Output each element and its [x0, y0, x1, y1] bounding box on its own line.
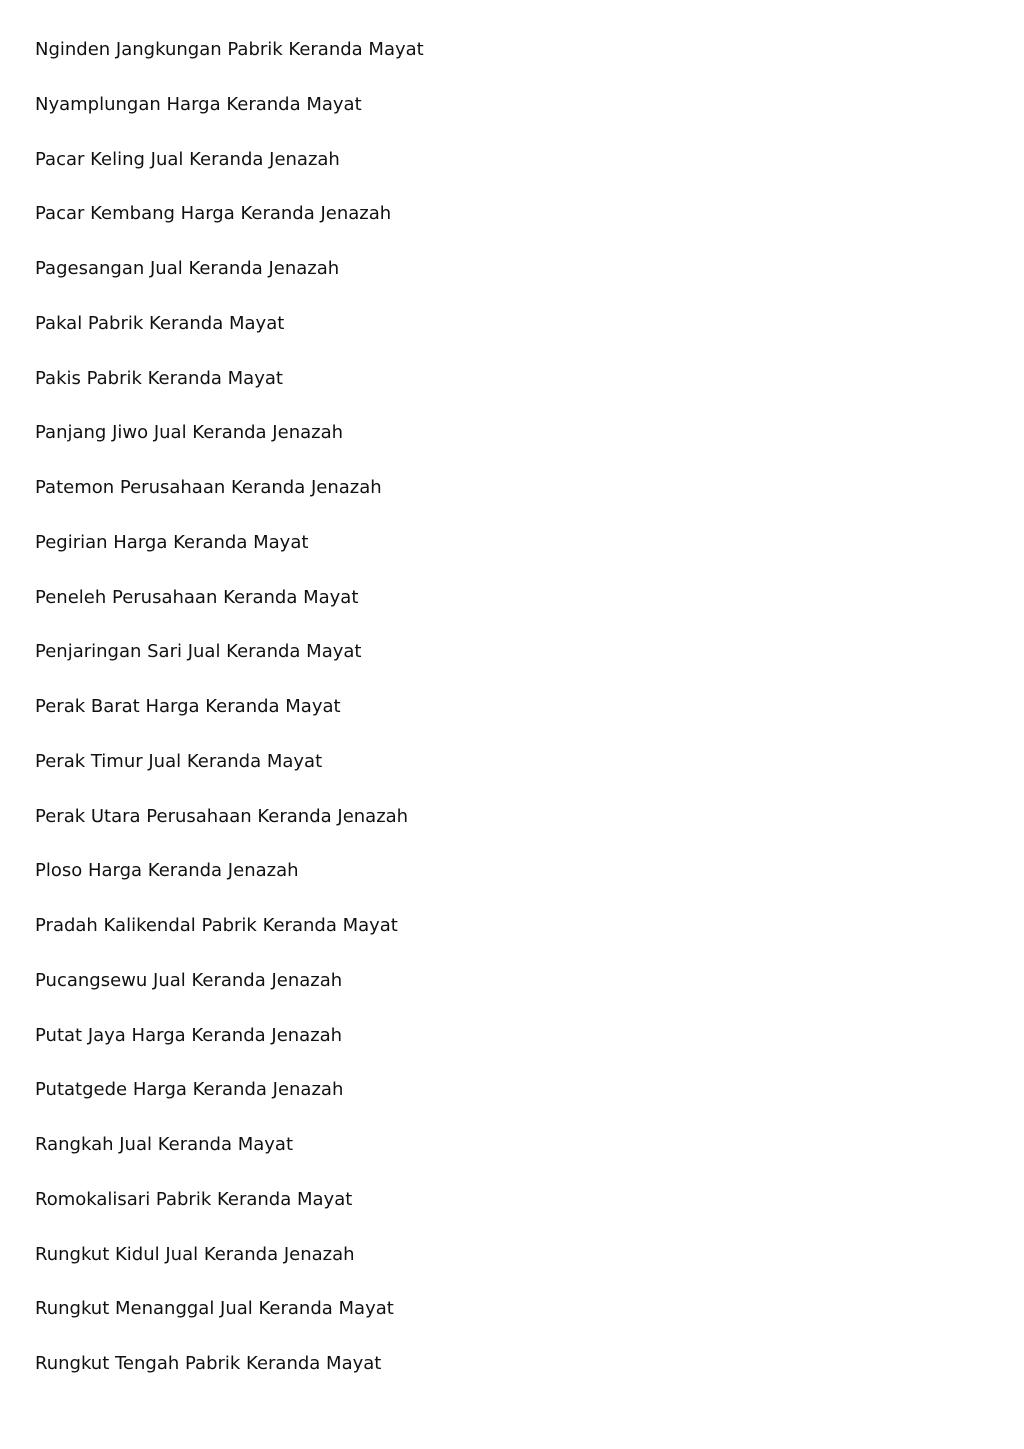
list-item: Pakal Pabrik Keranda Mayat [35, 312, 285, 334]
list-item: Pegirian Harga Keranda Mayat [35, 531, 309, 553]
list-item: Ploso Harga Keranda Jenazah [35, 860, 299, 882]
list-item: Pakis Pabrik Keranda Mayat [35, 367, 283, 389]
list-item: Pradah Kalikendal Pabrik Keranda Mayat [35, 915, 398, 936]
list-item: Perak Utara Perusahaan Keranda Jenazah [35, 805, 409, 827]
list-item: Romokalisari Pabrik Keranda Mayat [35, 1188, 353, 1210]
list-item: Pacar Keling Jual Keranda Jenazah [35, 148, 340, 170]
list-item: Penjaringan Sari Jual Keranda Mayat [35, 641, 362, 663]
list-item: Panjang Jiwo Jual Keranda Jenazah [35, 422, 344, 444]
entry-list [35, 36, 424, 1405]
list-item: Pacar Kembang Harga Keranda Jenazah [35, 203, 392, 225]
list-item: Putat Jaya Harga Keranda Jenazah [35, 1024, 343, 1046]
list-item: Perak Timur Jual Keranda Mayat [35, 750, 323, 772]
list-item: Peneleh Perusahaan Keranda Mayat [35, 586, 359, 608]
list-item: Patemon Perusahaan Keranda Jenazah [35, 477, 382, 498]
list-item: Pucangsewu Jual Keranda Jenazah [35, 969, 343, 991]
list-item: Rungkut Menanggal Jual Keranda Mayat [35, 1298, 394, 1320]
list-item: Perak Barat Harga Keranda Mayat [35, 696, 341, 717]
list-item: Putatgede Harga Keranda Jenazah [35, 1079, 344, 1101]
list-item: Rungkut Tengah Pabrik Keranda Mayat [35, 1353, 382, 1374]
list-item: Pagesangan Jual Keranda Jenazah [35, 258, 340, 279]
list-item: Rangkah Jual Keranda Mayat [35, 1134, 294, 1155]
list-item: Nyamplungan Harga Keranda Mayat [35, 93, 362, 115]
list-item: Rungkut Kidul Jual Keranda Jenazah [35, 1243, 355, 1265]
list-item: Nginden Jangkungan Pabrik Keranda Mayat [35, 39, 424, 60]
